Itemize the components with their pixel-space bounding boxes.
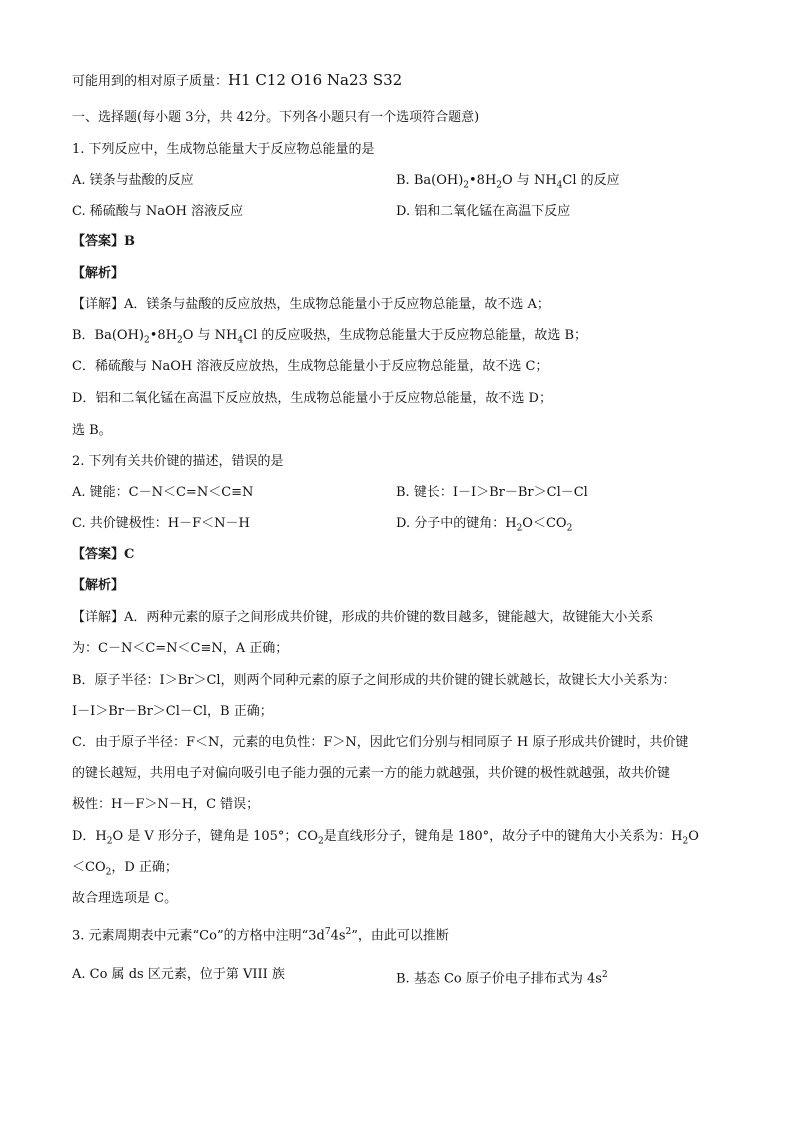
q2-option-a: A. 键能：C－N＜C=N＜C≡N xyxy=(72,485,254,500)
q2-detail-1b: 为：C－N＜C=N＜C≡N，A 正确； xyxy=(72,641,289,656)
q1-answer: 【答案】B xyxy=(72,234,135,249)
q3-option-a: A. Co 属 ds 区元素，位于第 VIII 族 xyxy=(72,967,285,982)
q1-detail-5: 选 B。 xyxy=(72,423,112,438)
q1-option-b: B. $Ba(OH)_2•8H_2O$ 与 $NH_4Cl$ 的反应 xyxy=(396,173,620,191)
q1-detail-3: C．稀硫酸与 NaOH 溶液反应放热，生成物总能量小于反应物总能量，故不选 C； xyxy=(72,359,549,374)
atomic-mass-line xyxy=(72,70,402,92)
q2-option-b: B. 键长：I－I＞Br－Br＞Cl－Cl xyxy=(396,485,588,500)
q1-analysis: 【解析】 xyxy=(72,266,125,281)
q1-option-c: C. 稀硫酸与 NaOH 溶液反应 xyxy=(72,204,244,219)
q1-detail-1: 【详解】A．镁条与盐酸的反应放热，生成物总能量小于反应物总能量，故不选 A； xyxy=(72,297,550,312)
q2-answer: 【答案】C xyxy=(72,547,135,562)
q2-detail-3c: 极性：H－F＞N－H，C 错误； xyxy=(72,797,260,812)
q2-detail-2: B．原子半径：I＞Br＞Cl，则两个同种元素的原子之间形成的共价键的键长就越长，故键长大小关系为： xyxy=(72,673,676,688)
q2-analysis: 【解析】 xyxy=(72,578,125,593)
atomic-mass-values: H1 C12 O16 Na23 S32 xyxy=(228,71,403,89)
q2-detail-4: D．$H_2O$ 是 V 形分子，键角是 105°；$CO_2$是直线形分子，键角是 180°，故分子中的键角大小关系为：$H_2O$ xyxy=(72,829,699,847)
q1-stem: 1. 下列反应中，生成物总能量大于反应物总能量的是 xyxy=(72,142,375,157)
q2-detail-5: 故合理选项是 C。 xyxy=(72,891,178,906)
q2-option-c: C. 共价键极性：H－F＜N－H xyxy=(72,516,250,531)
atomic-mass-label: 可能用到的相对原子质量： xyxy=(72,74,229,89)
q3-option-b: B. 基态 Co 原子价电子排布式为 $4s^2$ xyxy=(396,970,608,987)
q3-stem: 3. 元素周期表中元素“Co”的方格中注明“$3d^74s^2$”，由此可以推断 xyxy=(72,927,449,944)
q2-detail-3: C．由于原子半径：F＜N，元素的电负性：F＞N，因此它们分别与相同原子 H 原子形成共价键时，共价键 xyxy=(72,735,689,750)
q2-option-d: D. 分子中的键角：$H_2O<CO_2$ xyxy=(396,516,573,534)
q1-detail-4: D．铝和二氧化锰在高温下反应放热，生成物总能量小于反应物总能量，故不选 D； xyxy=(72,391,552,406)
q1-option-a: A. 镁条与盐酸的反应 xyxy=(72,173,194,188)
q2-stem: 2. 下列有关共价键的描述，错误的是 xyxy=(72,454,284,469)
q2-detail-4b: $<CO_2$，D 正确； xyxy=(72,860,178,878)
section-title: 一、选择题(每小题 3分，共 42分。下列各小题只有一个选项符合题意) xyxy=(72,110,480,125)
q1-option-d: D. 铝和二氧化锰在高温下反应 xyxy=(396,204,571,219)
q1-detail-2: B．$Ba(OH)_2•8H_2O$ 与 $NH_4Cl$ 的反应吸热，生成物总能量大于反应物总能量，故选 B； xyxy=(72,328,588,346)
q2-detail-1: 【详解】A．两种元素的原子之间形成共价键，形成的共价键的数目越多，键能越大，故键能大小关系 xyxy=(72,610,654,625)
q2-detail-2b: I－I＞Br－Br＞Cl－Cl，B 正确； xyxy=(72,704,273,719)
q2-detail-3b: 的键长越短，共用电子对偏向吸引电子能力强的元素一方的能力就越强，共价键的极性就越强，故共价键 xyxy=(72,766,671,781)
